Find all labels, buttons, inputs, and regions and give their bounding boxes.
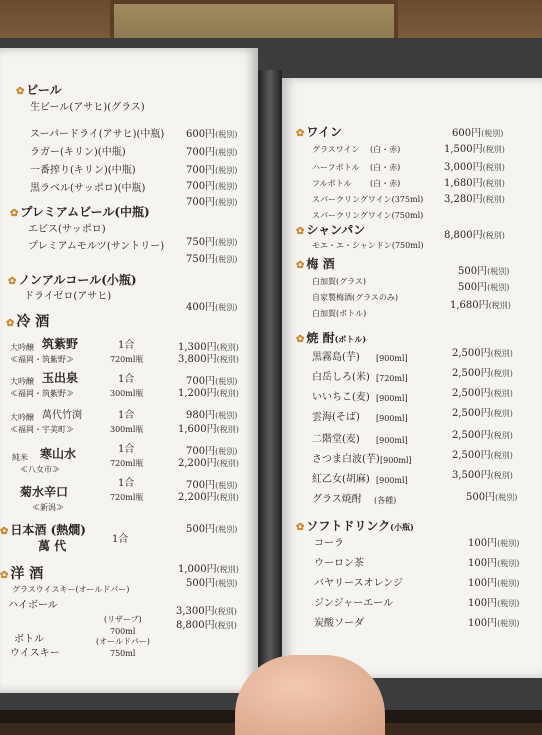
sake-origin: ≪新潟≫ — [32, 503, 64, 512]
sake-grade: 大吟醸 — [10, 413, 34, 422]
section-nihonshu: ✿ 日本酒 (熱燗) — [0, 523, 86, 537]
sake-name: 筑紫野 — [42, 337, 79, 351]
sake-name: 菊水辛口 — [20, 485, 69, 499]
flower-icon: ✿ — [296, 128, 305, 139]
shochu-price: 2,500円(税別) — [452, 408, 513, 419]
shochu-price: 2,500円(税別) — [452, 430, 513, 441]
yoshu-whisky: ウイスキー — [10, 648, 60, 659]
sake-price: 2,200円(税別) — [178, 492, 239, 503]
shochu-price: 3,500円(税別) — [452, 470, 513, 481]
flower-icon: ✿ — [296, 260, 305, 271]
soft-price: 100円(税別) — [468, 578, 520, 589]
wine-price: 600円(税別) — [452, 128, 504, 139]
wine-price: 1,680円(税別) — [444, 178, 505, 189]
shochu-vol: [900ml] — [376, 394, 408, 403]
nihonshu-price: 500円(税別) — [186, 524, 238, 535]
shochu-item: 白岳しろ(米) — [312, 372, 370, 383]
flower-icon: ✿ — [8, 276, 17, 287]
beer-price: 700円(税別) — [186, 197, 238, 208]
flower-icon: ✿ — [0, 570, 9, 581]
menu-page-right — [282, 78, 542, 678]
yoshu-b1ml: 700ml — [110, 627, 136, 636]
sake-unit: 300ml瓶 — [110, 389, 144, 398]
nonalc-price: 400円(税別) — [186, 302, 238, 313]
sake-price: 700円(税別) — [186, 376, 238, 387]
sake-unit: 720ml瓶 — [110, 355, 144, 364]
shochu-vol: [720ml] — [376, 374, 408, 383]
wine-item: スパークリングワイン(375ml) — [312, 195, 424, 204]
soft-price: 100円(税別) — [468, 618, 520, 629]
soft-item: ウーロン茶 — [314, 558, 364, 569]
umeshu-price: 500円(税別) — [458, 266, 510, 277]
yoshu-glass: グラスウイスキー(オールドパー) — [12, 585, 130, 594]
section-yoshu: ✿ 洋 酒 — [0, 566, 44, 582]
beer-price: 700円(税別) — [186, 147, 238, 158]
shochu-item: いいちこ(麦) — [312, 392, 370, 403]
flower-icon: ✿ — [296, 334, 305, 345]
wine-price: 3,000円(税別) — [444, 162, 505, 173]
shochu-price: 2,500円(税別) — [452, 348, 513, 359]
flower-icon: ✿ — [0, 526, 9, 537]
shochu-price: 2,500円(税別) — [452, 388, 513, 399]
beer-price-extra: 700円(税別) — [186, 181, 238, 192]
sake-origin: ≪福岡・筑紫野≫ — [10, 355, 74, 364]
yoshu-b2ml: 750ml — [110, 649, 136, 658]
shochu-item: グラス焼酎 — [312, 494, 362, 505]
shochu-vol: [900ml] — [376, 436, 408, 445]
section-umeshu: ✿ 梅 酒 — [296, 257, 335, 271]
shochu-item: さつま白波(芋) — [312, 454, 380, 465]
shochu-price: 500円(税別) — [466, 492, 518, 503]
yoshu-price: 8,800円(税別) — [176, 620, 237, 631]
sake-name: 寒山水 — [40, 447, 77, 461]
section-cold-sake: ✿ 冷 酒 — [6, 314, 50, 330]
shochu-vol: [900ml] — [380, 456, 412, 465]
nonalc-item: ドライゼロ(アサヒ) — [24, 291, 112, 302]
sake-origin: ≪福岡・宇美町≫ — [10, 425, 74, 434]
shochu-vol: [900ml] — [376, 476, 408, 485]
wine-item: フルボトル — [312, 179, 352, 188]
shochu-price: 2,500円(税別) — [452, 450, 513, 461]
shochu-vol: [900ml] — [376, 414, 408, 423]
wine-type: (白・赤) — [370, 145, 401, 154]
umeshu-item: 自家製梅酒(グラスのみ) — [312, 293, 399, 302]
shochu-item: 雲海(そば) — [312, 412, 360, 423]
soft-price: 100円(税別) — [468, 598, 520, 609]
sake-price: 2,200円(税別) — [178, 458, 239, 469]
shochu-price: 2,500円(税別) — [452, 368, 513, 379]
champagne-price: 8,800円(税別) — [444, 230, 505, 241]
yoshu-price: 500円(税別) — [186, 578, 238, 589]
flower-icon: ✿ — [16, 86, 25, 97]
sake-origin: ≪福岡・筑紫野≫ — [10, 389, 74, 398]
sake-grade: 大吟醸 — [10, 343, 34, 352]
sake-unit: 1合 — [118, 340, 135, 351]
beer-item: 一番搾り(キリン)(中瓶) — [30, 165, 136, 176]
flower-icon: ✿ — [296, 522, 305, 533]
sake-price: 700円(税別) — [186, 480, 238, 491]
flower-icon: ✿ — [296, 226, 305, 237]
umeshu-price: 500円(税別) — [458, 282, 510, 293]
menu-page-left — [0, 48, 258, 693]
sake-price: 1,300円(税別) — [178, 342, 239, 353]
shochu-item: 黒霧島(芋) — [312, 352, 360, 363]
yoshu-price: 1,000円(税別) — [178, 564, 239, 575]
sake-unit: 1合 — [118, 444, 135, 455]
sake-price: 700円(税別) — [186, 446, 238, 457]
wine-item: グラスワイン — [312, 145, 360, 154]
champagne-item: モエ・エ・シャンドン(750ml) — [312, 241, 424, 250]
flower-icon: ✿ — [10, 208, 19, 219]
section-soft-drinks: ✿ ソフトドリンク(小瓶) — [296, 519, 414, 533]
beer-item: ラガー(キリン)(中瓶) — [30, 147, 126, 158]
soft-price: 100円(税別) — [468, 538, 520, 549]
yoshu-highball: ハイボール — [8, 600, 58, 611]
shochu-item: 紅乙女(胡麻) — [312, 474, 370, 485]
section-beer: ✿ ビール — [16, 83, 62, 97]
section-champagne: ✿ シャンパン — [296, 223, 366, 237]
premium-price: 750円(税別) — [186, 254, 238, 265]
beer-item: スーパードライ(アサヒ)(中瓶) — [30, 129, 165, 140]
beer-price: 600円(税別) — [186, 129, 238, 140]
section-shochu: ✿ 焼 酎(ボトル) — [296, 331, 367, 345]
sake-price: 1,200円(税別) — [178, 388, 239, 399]
section-wine: ✿ ワイン — [296, 125, 343, 139]
shochu-vol: [900ml] — [376, 354, 408, 363]
yoshu-price: 3,300円(税別) — [176, 606, 237, 617]
wine-type: (白・赤) — [370, 179, 401, 188]
menu-spine — [258, 70, 282, 690]
sake-grade: 大吟醸 — [10, 377, 34, 386]
yoshu-bottle: ボトル — [14, 634, 44, 645]
nihonshu-unit: 1合 — [112, 534, 129, 545]
umeshu-item: 白加賀(ボトル) — [312, 309, 367, 318]
premium-item: エビス(サッポロ) — [28, 224, 106, 235]
soft-price: 100円(税別) — [468, 558, 520, 569]
sake-name: 玉出泉 — [42, 371, 79, 385]
shochu-vol: (各種) — [374, 496, 397, 505]
yoshu-b2: (オールドパー) — [96, 637, 150, 646]
shochu-item: 二階堂(麦) — [312, 434, 360, 445]
sake-price: 980円(税別) — [186, 410, 238, 421]
beer-price: 700円(税別) — [186, 165, 238, 176]
sake-grade: 純米 — [12, 453, 28, 462]
beer-subtitle: 生ビール(アサヒ)(グラス) — [30, 102, 145, 113]
wine-item: ハーフボトル — [312, 163, 360, 172]
sake-unit: 300ml瓶 — [110, 425, 144, 434]
wine-price: 1,500円(税別) — [444, 144, 505, 155]
sake-price: 1,600円(税別) — [178, 424, 239, 435]
section-nonalcohol: ✿ ノンアルコール(小瓶) — [8, 273, 137, 287]
sake-unit: 720ml瓶 — [110, 493, 144, 502]
soft-item: コーラ — [314, 538, 344, 549]
wine-price: 3,280円(税別) — [444, 194, 505, 205]
premium-price: 750円(税別) — [186, 237, 238, 248]
soft-item: 炭酸ソーダ — [314, 618, 364, 629]
sake-price: 3,800円(税別) — [178, 354, 239, 365]
wine-type: (白・赤) — [370, 163, 401, 172]
premium-item: プレミアムモルツ(サントリー) — [28, 241, 165, 252]
sake-origin: ≪八女市≫ — [20, 465, 60, 474]
nihonshu-name: 萬 代 — [38, 539, 67, 553]
sake-unit: 720ml瓶 — [110, 459, 144, 468]
section-premium: ✿ プレミアムビール(中瓶) — [10, 205, 150, 219]
soft-item: ジンジャーエール — [314, 598, 394, 609]
umeshu-price: 1,680円(税別) — [450, 300, 511, 311]
sake-name: 萬代竹渕 — [42, 410, 82, 421]
yoshu-b1: (リザーブ) — [104, 615, 142, 624]
sake-unit: 1合 — [118, 410, 135, 421]
beer-item: 黒ラベル(サッポロ)(中瓶) — [30, 183, 146, 194]
sake-unit: 1合 — [118, 374, 135, 385]
flower-icon: ✿ — [6, 318, 15, 329]
wine-item: スパークリングワイン(750ml) — [312, 211, 424, 220]
soft-item: バヤリースオレンジ — [314, 578, 403, 589]
sake-unit: 1合 — [118, 478, 135, 489]
umeshu-item: 白加賀(グラス) — [312, 277, 367, 286]
